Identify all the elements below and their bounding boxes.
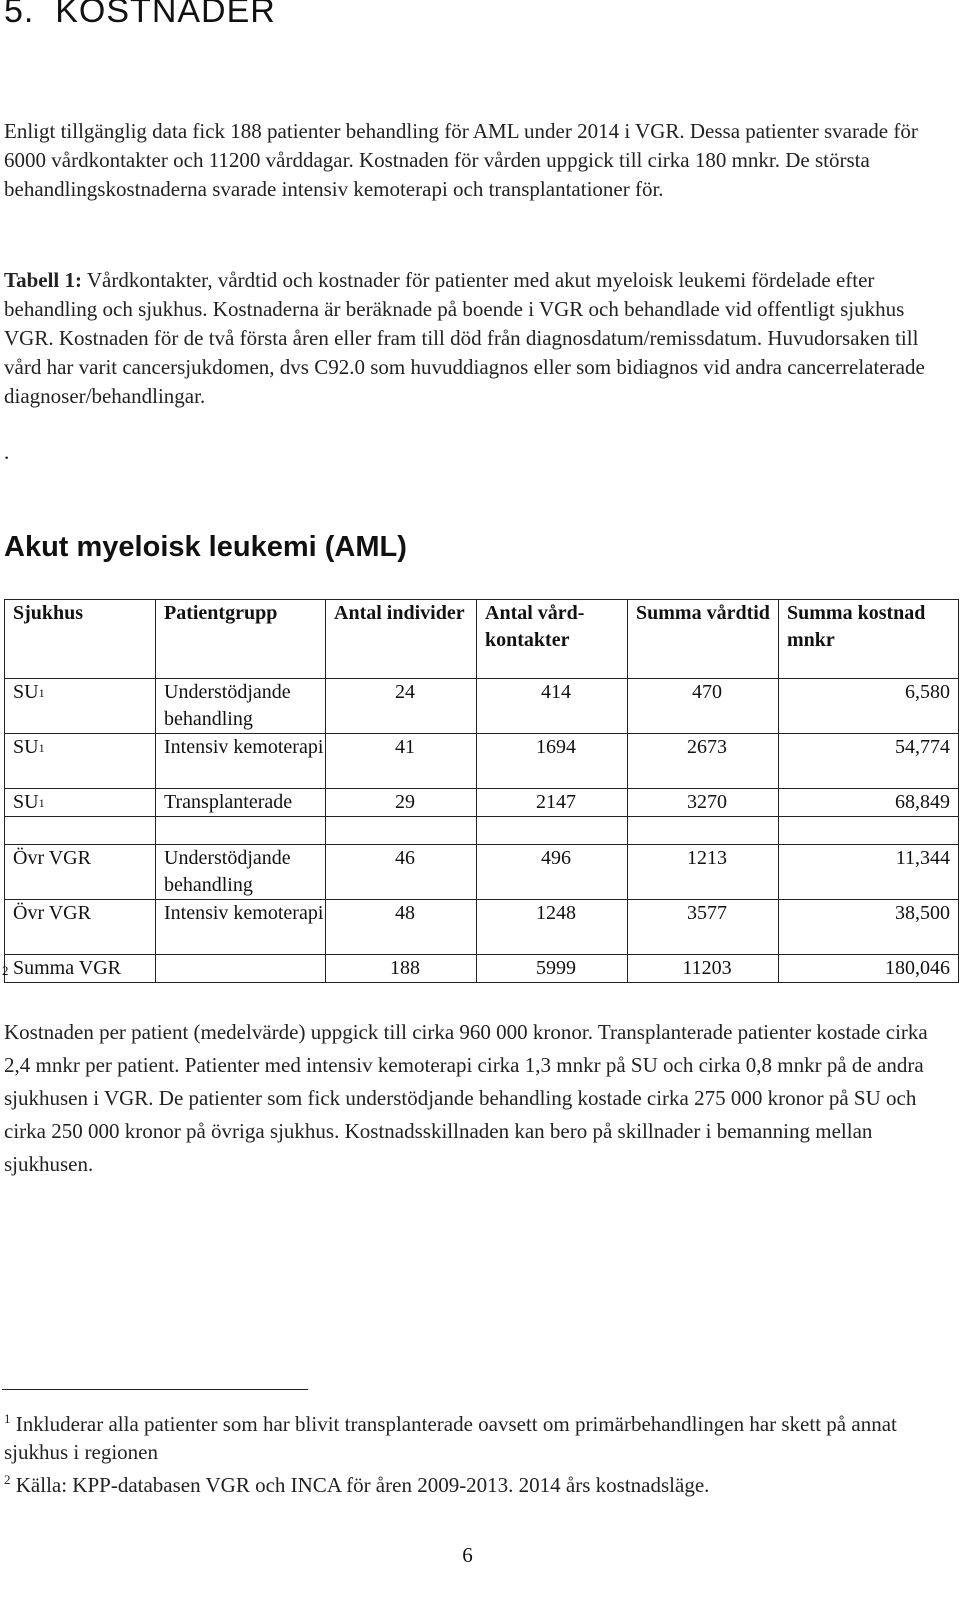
days-cell: 2673 [628, 734, 779, 789]
intro-paragraph: Enligt tillgänglig data fick 188 patienter behandling för AML under 2014 i VGR. Dessa patienter svarade för 6000 vårdkontakter och 11200 vårddagar. Kostnaden för vården uppgick till cirka 180 mnkr. De största behandlingskostnaderna svarade intensiv kemoterapi och transplantationer för. [4, 119, 918, 201]
contacts-cell: 496 [477, 845, 628, 900]
group-cell: Understödjande behandling [156, 679, 326, 734]
individuals-cell: 188 [326, 955, 477, 983]
days-cell: 11203 [628, 955, 779, 983]
contacts-cell: 1694 [477, 734, 628, 789]
cost-cell: 68,849 [779, 789, 959, 817]
page-number: 6 [462, 1543, 473, 1567]
footnote-separator [2, 1389, 308, 1390]
footnotes [4, 1405, 939, 1499]
contacts-cell: 414 [477, 679, 628, 734]
days-cell: 3270 [628, 789, 779, 817]
header-cell: Antal vård-kontakter [477, 600, 628, 679]
group-cell: Intensiv kemoterapi [156, 900, 326, 955]
hospital-cell: SU$^1$ [5, 789, 156, 817]
cost-cell: 180,046 [779, 955, 959, 983]
empty-cell [628, 817, 779, 845]
individuals-cell: 29 [326, 789, 477, 817]
group-cell: Understödjande behandling [156, 845, 326, 900]
hospital-cell: SU$^1$ [5, 734, 156, 789]
days-cell: 470 [628, 679, 779, 734]
hospital-cell: Summa VGR [5, 955, 156, 983]
footnote-item [4, 1405, 939, 1466]
table-spacer-row [5, 817, 959, 845]
empty-cell [156, 817, 326, 845]
empty-cell [326, 817, 477, 845]
table-row [5, 789, 959, 817]
table-row [5, 679, 959, 734]
empty-cell [477, 817, 628, 845]
header-cell: Patientgrupp [156, 600, 326, 679]
table-total-row [5, 955, 959, 983]
section-heading: 5. KOSTNADER [4, 0, 276, 30]
cost-cell: 11,344 [779, 845, 959, 900]
caption-text: Vårdkontakter, vårdtid och kostnader för patienter med akut myeloisk leukemi fördelade efter behandling och sjukhus. Kostnaderna är beräknade på boende i VGR och behandlade vid offentligt sjukhus VGR. Kostnaden för de två första åren eller fram till död från diagnosdatum/remissdatum. Huvudorsaken till vård har varit cancersjukdomen, dvs C92.0 som huvuddiagnos eller som bidiagnos vid andra cancerrelaterade diagnoser/behandlingar. [4, 268, 925, 408]
table-subheading: Akut myeloisk leukemi (AML) [4, 531, 407, 563]
summary-paragraph: Kostnaden per patient (medelvärde) uppgick till cirka 960 000 kronor. Transplanterade patienter kostade cirka 2,4 mnkr per patient. Patienter med intensiv kemoterapi cirka 1,3 mnkr på SU och cirka 0,8 mnkr på de andra sjukhusen i VGR. De patienter som fick understödjande behandling kostade cirka 275 000 kronor på SU och cirka 250 000 kronor på övriga sjukhus. Kostnadsskillnaden kan bero på skillnader i bemanning mellan sjukhusen. [4, 1020, 928, 1176]
header-cell: Summa vårdtid [628, 600, 779, 679]
table-row [5, 845, 959, 900]
table-caption [4, 266, 939, 411]
empty-cell [156, 955, 326, 983]
table-row [5, 734, 959, 789]
table-source-mark: 2 [2, 963, 9, 978]
contacts-cell: 1248 [477, 900, 628, 955]
caption-trailing-dot: . [4, 440, 10, 464]
days-cell: 1213 [628, 845, 779, 900]
individuals-cell: 24 [326, 679, 477, 734]
hospital-cell: Övr VGR [5, 900, 156, 955]
header-cell: Summa kostnad mnkr [779, 600, 959, 679]
empty-cell [5, 817, 156, 845]
contacts-cell: 2147 [477, 789, 628, 817]
cost-cell: 38,500 [779, 900, 959, 955]
group-cell: Transplanterade [156, 789, 326, 817]
footnote-mark: 1 [4, 1411, 11, 1426]
group-cell: Intensiv kemoterapi [156, 734, 326, 789]
individuals-cell: 41 [326, 734, 477, 789]
table-header-row [5, 600, 959, 679]
days-cell: 3577 [628, 900, 779, 955]
cost-table [4, 599, 959, 983]
individuals-cell: 46 [326, 845, 477, 900]
hospital-cell: SU$^1$ [5, 679, 156, 734]
table-row [5, 900, 959, 955]
empty-cell [779, 817, 959, 845]
cost-cell: 6,580 [779, 679, 959, 734]
individuals-cell: 48 [326, 900, 477, 955]
caption-label: Tabell 1: [4, 268, 82, 292]
footnote-text: Källa: KPP-databasen VGR och INCA för åren 2009-2013. 2014 års kostnadsläge. [10, 1473, 710, 1497]
header-cell: Antal individer [326, 600, 477, 679]
contacts-cell: 5999 [477, 955, 628, 983]
footnote-item [4, 1466, 939, 1499]
footnote-mark: 2 [4, 1472, 11, 1487]
cost-cell: 54,774 [779, 734, 959, 789]
hospital-cell: Övr VGR [5, 845, 156, 900]
header-cell: Sjukhus [5, 600, 156, 679]
footnote-text: Inkluderar alla patienter som har blivit transplanterade oavsett om primärbehandlingen har skett på annat sjukhus i regionen [4, 1412, 897, 1464]
